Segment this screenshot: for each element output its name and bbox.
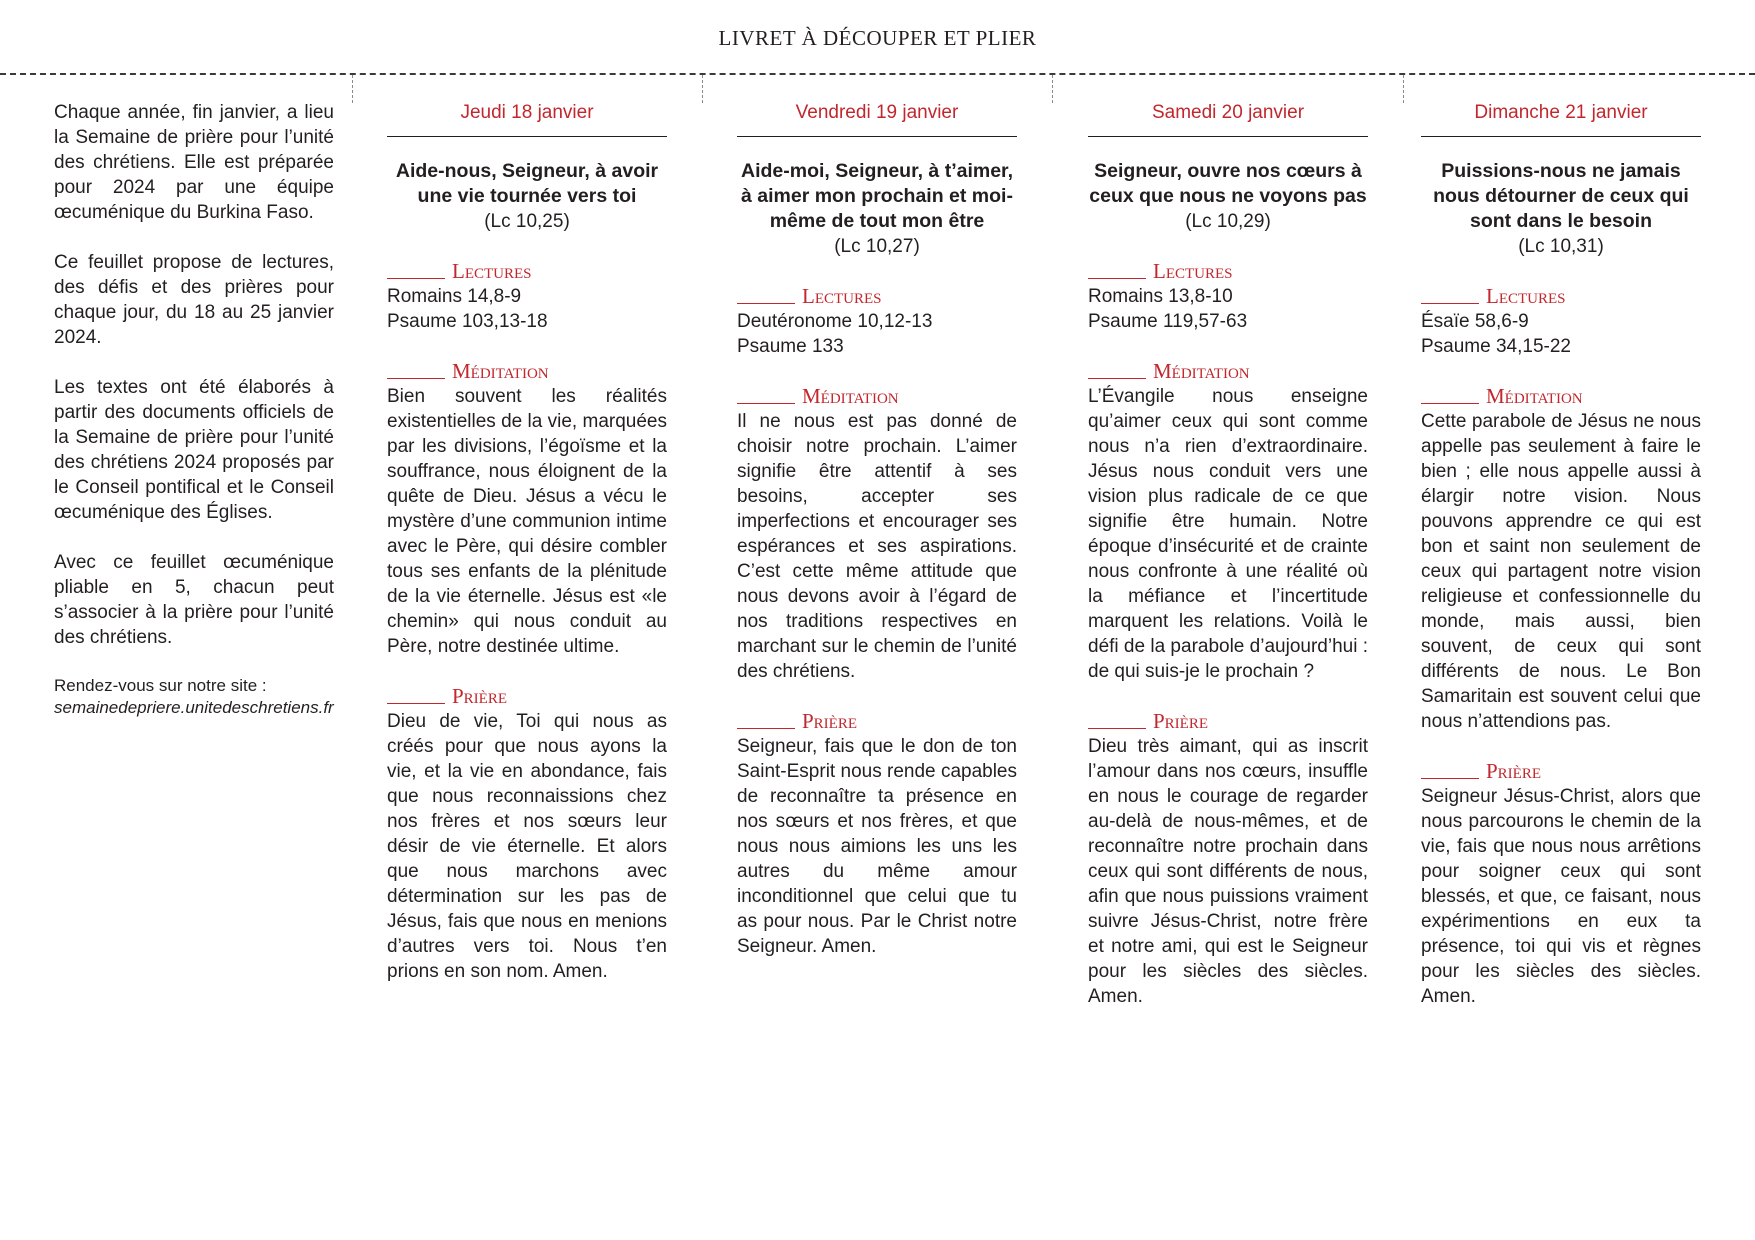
reading-item: Romains 14,8-9	[387, 286, 522, 307]
day-date: Jeudi 18 janvier	[387, 100, 667, 137]
prayer-heading	[1421, 759, 1701, 784]
day-date: Dimanche 21 janvier	[1421, 100, 1701, 137]
fold-line	[1052, 75, 1053, 103]
meditation-heading-label: Méditation	[452, 359, 549, 383]
site-note	[54, 675, 334, 719]
day-panel-vendredi	[737, 100, 1017, 984]
site-link[interactable]: semainedepriere.unitedeschretiens.fr	[54, 698, 334, 717]
heading-rule	[1088, 728, 1146, 729]
prayer-heading-label: Prière	[452, 684, 508, 708]
readings-heading	[387, 259, 667, 284]
reading-item: Psaume 103,13-18	[387, 311, 548, 332]
prayer-text: Seigneur Jésus-Christ, alors que nous parcourons le chemin de la vie, fais que nous nous arrêtions pour soigner ceux qui sont blessés, et que, ce faisant, nous expérimentions en eux ta présence, toi qui vis et règnes pour les siècles des siècles. Amen.	[1421, 786, 1701, 1007]
day-panel-jeudi	[387, 100, 667, 1009]
fold-line	[702, 75, 703, 103]
reading-item: Ésaïe 58,6-9	[1421, 311, 1529, 332]
meditation-heading-label: Méditation	[802, 384, 899, 408]
meditation-heading-label: Méditation	[1486, 384, 1583, 408]
meditation-text: Cette parabole de Jésus ne nous appelle pas seulement à faire le bien ; elle nous appelle aussi à élargir notre vision. Nous pouvons apprendre ce qui est bon et saint non seulement de ceux qui partagent notre vision religieuse et confessionnelle du monde, mais aussi, bien souvent, de ceux qui sont différents de nous. Le Bon Samaritain est souvent celui que nous n’attendions pas.	[1421, 411, 1701, 732]
readings-list	[1421, 309, 1701, 359]
heading-rule	[737, 303, 795, 304]
site-label: Rendez-vous sur notre site :	[54, 676, 267, 695]
readings-list	[387, 284, 667, 334]
meditation-text: Bien souvent les réalités existentielles de la vie, marquées par les divisions, l’égoïsme et la souffrance, nous éloignent de la quête de Dieu. Jésus a vécu le mystère d’une communion intime avec le Père, qui désire combler tous ses enfants de la plénitude de la vie éternelle. Jésus est «le chemin» qui nous conduit au Père, notre destinée ultime.	[387, 386, 667, 657]
prayer-heading	[737, 709, 1017, 734]
reading-item: Psaume 119,57-63	[1088, 311, 1248, 332]
heading-rule	[737, 403, 795, 404]
heading-rule	[737, 728, 795, 729]
prayer-heading	[387, 684, 667, 709]
heading-rule	[1421, 303, 1479, 304]
readings-heading	[737, 284, 1017, 309]
day-reference: (Lc 10,27)	[834, 236, 920, 257]
day-reference: (Lc 10,29)	[1185, 211, 1271, 232]
meditation-heading	[1088, 359, 1368, 384]
day-reference: (Lc 10,25)	[484, 211, 570, 232]
readings-heading	[1421, 284, 1701, 309]
meditation-text: Il ne nous est pas donné de choisir notre prochain. L’aimer signifie être attentif à ses besoins, accepter ses imperfections et encourager ses espérances et ses aspirations. C’est cette même attitude que nous devons avoir à l’égard de nos traditions respectives en marchant sur le chemin de l’unité des chrétiens.	[737, 411, 1017, 682]
meditation-heading	[1421, 384, 1701, 409]
cut-line	[0, 73, 1755, 75]
prayer-text: Dieu très aimant, qui as inscrit l’amour dans nos cœurs, insuffle en nous le courage de regarder au-delà de nous-mêmes, et de reconnaître notre prochain dans ceux qui sont différents de nous, afin que nous puissions vraiment suivre Jésus-Christ, notre frère et notre ami, qui est le Seigneur pour les siècles des siècles. Amen.	[1088, 736, 1368, 1007]
reading-item: Psaume 34,15-22	[1421, 336, 1571, 357]
heading-rule	[1421, 403, 1479, 404]
intro-paragraph: Les textes ont été élaborés à partir des documents officiels de la Semaine de prière pour l’unité des chrétiens 2024 proposés par le Conseil pontifical et le Conseil œcuménique des Églises.	[54, 377, 334, 523]
prayer-text: Seigneur, fais que le don de ton Saint-Esprit nous rende capables de reconnaître ta présence en nos sœurs et nos frères, et que nous nous aimions les uns les autres du même amour inconditionnel que celui que tu as pour nous. Par le Christ notre Seigneur. Amen.	[737, 736, 1017, 957]
day-theme: Puissions-nous ne jamais nous détourner de ceux qui sont dans le besoin	[1433, 160, 1689, 232]
prayer-heading-label: Prière	[1153, 709, 1209, 733]
day-panel-samedi	[1088, 100, 1368, 1034]
day-date: Vendredi 19 janvier	[737, 100, 1017, 137]
meditation-text: L’Évangile nous enseigne qu’aimer ceux qui sont comme nous n’a rien d’extraordinaire. Jésus nous conduit vers une vision plus radicale de ce que signifie être humain. Notre époque d’insécurité et de crainte nous confronte à une réalité où la méfiance et l’incertitude marquent les relations. Voilà le défi de la parabole d’aujourd’hui : de qui suis-je le prochain ?	[1088, 386, 1368, 682]
intro-panel	[54, 100, 334, 744]
fold-line	[352, 75, 353, 103]
heading-rule	[387, 703, 445, 704]
prayer-heading	[1088, 709, 1368, 734]
reading-item: Romains 13,8-10	[1088, 286, 1233, 307]
day-reference: (Lc 10,31)	[1518, 236, 1604, 257]
prayer-text: Dieu de vie, Toi qui nous as créés pour que nous ayons la vie, et la vie en abondance, fais que nous reconnaissions chez nos frères et nos sœurs leur désir de vie éternelle. Et alors que nous marchons avec détermination sur les pas de Jésus, fais que nous en menions d’autres vers toi. Nous t’en prions en son nom. Amen.	[387, 711, 667, 982]
meditation-heading	[387, 359, 667, 384]
prayer-heading-label: Prière	[1486, 759, 1542, 783]
intro-paragraph: Avec ce feuillet œcuménique pliable en 5, chacun peut s’associer à la prière pour l’unité des chrétiens.	[54, 552, 334, 648]
day-panel-dimanche	[1421, 100, 1701, 1034]
readings-heading-label: Lectures	[1486, 284, 1566, 308]
meditation-heading	[737, 384, 1017, 409]
readings-heading-label: Lectures	[452, 259, 532, 283]
day-theme: Aide-moi, Seigneur, à t’aimer, à aimer mon prochain et moi-même de tout mon être	[740, 160, 1013, 232]
readings-list	[737, 309, 1017, 359]
day-date: Samedi 20 janvier	[1088, 100, 1368, 137]
intro-paragraph: Chaque année, fin janvier, a lieu la Semaine de prière pour l’unité des chrétiens. Elle est préparée pour 2024 par une équipe œcuménique du Burkina Faso.	[54, 102, 334, 223]
reading-item: Deutéronome 10,12-13	[737, 311, 933, 332]
heading-rule	[1421, 778, 1479, 779]
readings-heading-label: Lectures	[802, 284, 882, 308]
reading-item: Psaume 133	[737, 336, 844, 357]
meditation-heading-label: Méditation	[1153, 359, 1250, 383]
page-title: LIVRET À DÉCOUPER ET PLIER	[718, 26, 1037, 50]
fold-line	[1403, 75, 1404, 103]
readings-list	[1088, 284, 1368, 334]
day-theme: Seigneur, ouvre nos cœurs à ceux que nous ne voyons pas	[1089, 160, 1367, 207]
day-theme: Aide-nous, Seigneur, à avoir une vie tournée vers toi	[395, 160, 659, 207]
heading-rule	[387, 378, 445, 379]
heading-rule	[1088, 378, 1146, 379]
heading-rule	[1088, 278, 1146, 279]
readings-heading-label: Lectures	[1153, 259, 1233, 283]
readings-heading	[1088, 259, 1368, 284]
intro-paragraph: Ce feuillet propose de lectures, des défis et des prières pour chaque jour, du 18 au 25 janvier 2024.	[54, 252, 334, 348]
heading-rule	[387, 278, 445, 279]
prayer-heading-label: Prière	[802, 709, 858, 733]
